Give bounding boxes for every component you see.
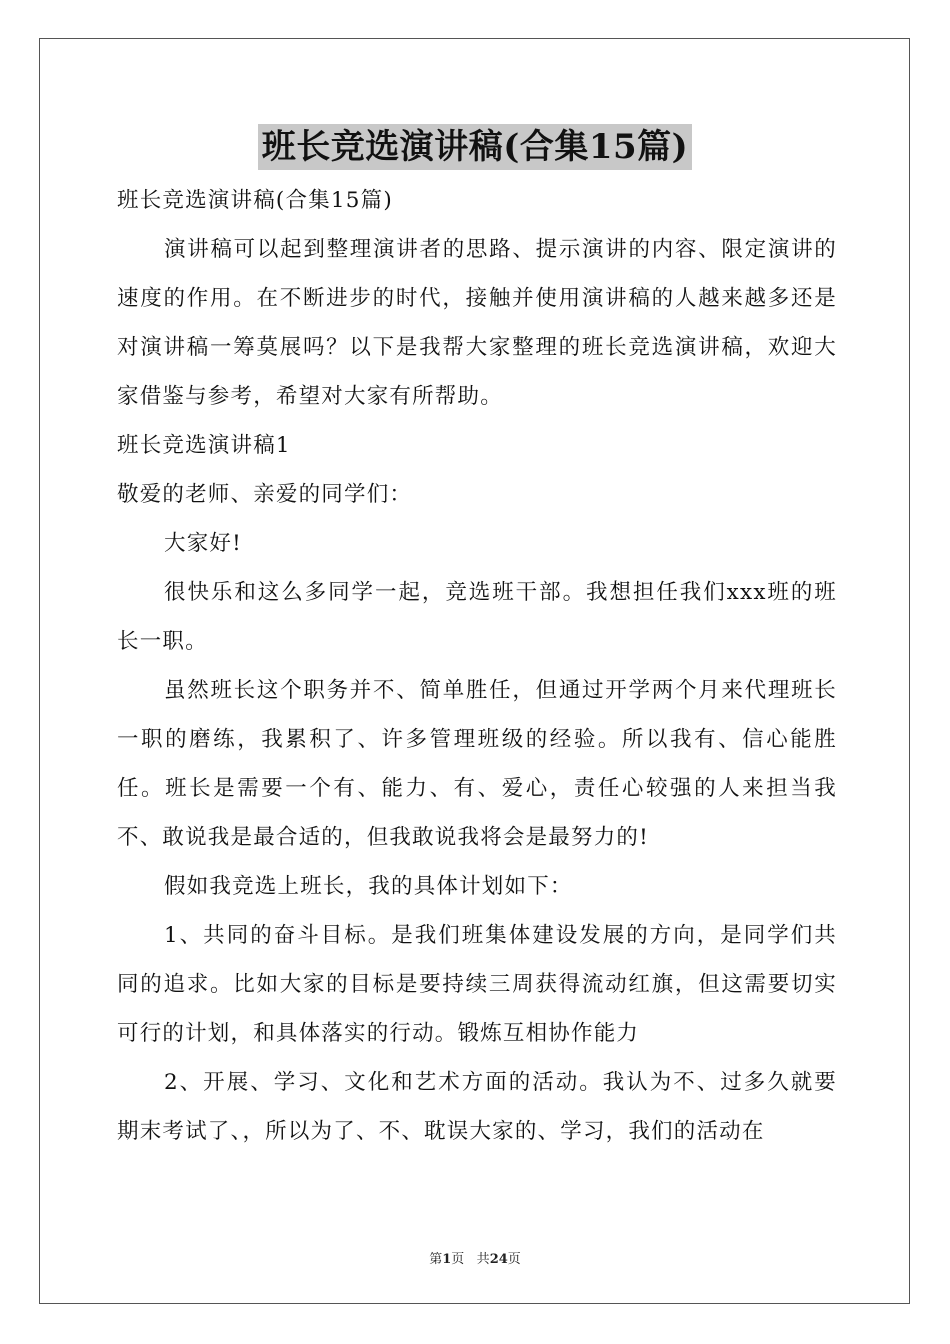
footer-prefix: 第 [429, 1252, 443, 1267]
total-pages-number: 24 [489, 1252, 508, 1267]
paragraph: 假如我竞选上班长，我的具体计划如下： [164, 874, 573, 899]
footer-page-suffix: 页 [451, 1252, 465, 1267]
footer-total-suffix: 页 [507, 1252, 521, 1267]
paragraph: 班长竞选演讲稿1 [117, 433, 291, 458]
paragraph: 虽然班长这个职务并不、简单胜任，但通过开学两个月来代理班长一职的磨练，我累积了、许多管理班级的经验。所以我有、信心能胜任。班长是需要一个有、能力、有、爱心，责任心较强的人来担当我不、敢说我是最合适的，但我敢说我将会是最努力的! [117, 678, 837, 850]
paragraph: 1、共同的奋斗目标。是我们班集体建设发展的方向，是同学们共同的追求。比如大家的目标是要持续三周获得流动红旗，但这需要切实可行的计划，和具体落实的行动。锻炼互相协作能力 [117, 923, 837, 1046]
paragraph: 敬爱的老师、亲爱的同学们： [117, 482, 413, 507]
document-title: 班长竞选演讲稿(合集15篇) [258, 124, 693, 170]
paragraph: 班长竞选演讲稿(合集15篇) [117, 188, 393, 213]
current-page-number: 1 [442, 1252, 452, 1267]
footer-total-prefix: 共 [476, 1252, 490, 1267]
paragraph: 演讲稿可以起到整理演讲者的思路、提示演讲的内容、限定演讲的速度的作用。在不断进步的时代，接触并使用演讲稿的人越来越多还是对演讲稿一筹莫展吗？以下是我帮大家整理的班长竞选演讲稿，欢迎大家借鉴与参考，希望对大家有所帮助。 [117, 237, 837, 409]
title-container [0, 124, 950, 170]
paragraph: 2、开展、学习、文化和艺术方面的活动。我认为不、过多久就要期末考试了、，所以为了、不、耽误大家的、学习，我们的活动在 [117, 1070, 837, 1144]
paragraph: 很快乐和这么多同学一起，竞选班干部。我想担任我们xxx班的班长一职。 [117, 580, 837, 654]
page-footer [0, 1248, 950, 1267]
paragraph: 大家好! [164, 531, 242, 556]
document-body [117, 176, 837, 1156]
